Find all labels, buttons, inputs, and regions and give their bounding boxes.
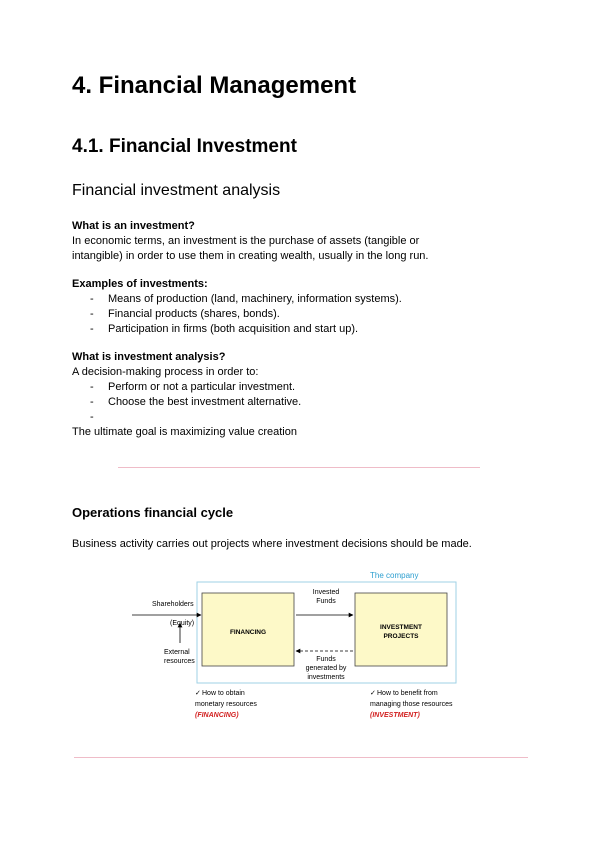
- investment-analysis: [72, 350, 542, 440]
- divider: [74, 757, 528, 758]
- examples-title: Examples of investments:: [72, 278, 208, 290]
- operations-intro: Business activity carries out projects where investment decisions should be made.: [72, 538, 472, 550]
- subsection-title: Financial investment analysis: [72, 182, 281, 199]
- examples-list: [72, 292, 542, 337]
- company-label: The company: [370, 571, 419, 580]
- section-title: 4.1. Financial Investment: [72, 136, 297, 157]
- equity-label: (Equity): [170, 620, 195, 627]
- note-left-line: How to obtain: [202, 690, 245, 697]
- list-item: - Perform or not a particular investment.: [72, 380, 542, 395]
- generated-funds-label: generated by: [305, 665, 347, 672]
- financing-box-label: FINANCING: [229, 629, 267, 636]
- note-right-highlight: (INVESTMENT): [370, 712, 420, 719]
- analysis-list: [72, 380, 542, 425]
- list-item: - Means of production (land, machinery, information systems).: [72, 292, 542, 307]
- operations-title: Operations financial cycle: [72, 505, 234, 520]
- operations-cycle-diagram: [118, 565, 478, 755]
- list-item: - Financial products (shares, bonds).: [72, 307, 542, 322]
- investment-analysis-content: [72, 219, 542, 453]
- shareholders-label: Shareholders: [152, 601, 194, 608]
- invested-funds-label: Invested: [312, 589, 340, 596]
- note-right-line: managing those resources: [370, 701, 453, 708]
- invested-funds-label: Funds: [316, 598, 336, 605]
- check-icon: ✓: [370, 690, 376, 697]
- generated-funds-label: Funds: [316, 656, 336, 663]
- note-left-highlight: (FINANCING): [195, 712, 239, 719]
- investment-box-label: PROJECTS: [383, 633, 419, 640]
- analysis-intro: A decision-making process in order to:: [72, 366, 259, 378]
- what-is-investment-question: What is an investment?: [72, 220, 195, 232]
- check-icon: ✓: [195, 690, 201, 697]
- list-item: [72, 410, 542, 425]
- list-item: - Choose the best investment alternative.: [72, 395, 542, 410]
- what-is-investment-answer-line: intangible) in order to use them in creating wealth, usually in the long run.: [72, 250, 429, 262]
- list-item: - Participation in firms (both acquisition and start up).: [72, 322, 542, 337]
- what-is-investment: [72, 219, 542, 264]
- generated-funds-label: investments: [307, 674, 345, 681]
- divider: [118, 467, 480, 468]
- note-right-line: How to benefit from: [377, 690, 438, 697]
- external-resources-label: External: [164, 649, 190, 656]
- page-title: 4. Financial Management: [72, 72, 357, 99]
- note-left-line: monetary resources: [195, 701, 257, 708]
- analysis-goal: The ultimate goal is maximizing value creation: [72, 426, 297, 438]
- external-resources-label: resources: [164, 658, 195, 665]
- what-is-investment-answer-line: In economic terms, an investment is the purchase of assets (tangible or: [72, 235, 420, 247]
- analysis-question: What is investment analysis?: [72, 351, 226, 363]
- investment-box-label: INVESTMENT: [380, 624, 422, 631]
- examples-of-investments: [72, 277, 542, 337]
